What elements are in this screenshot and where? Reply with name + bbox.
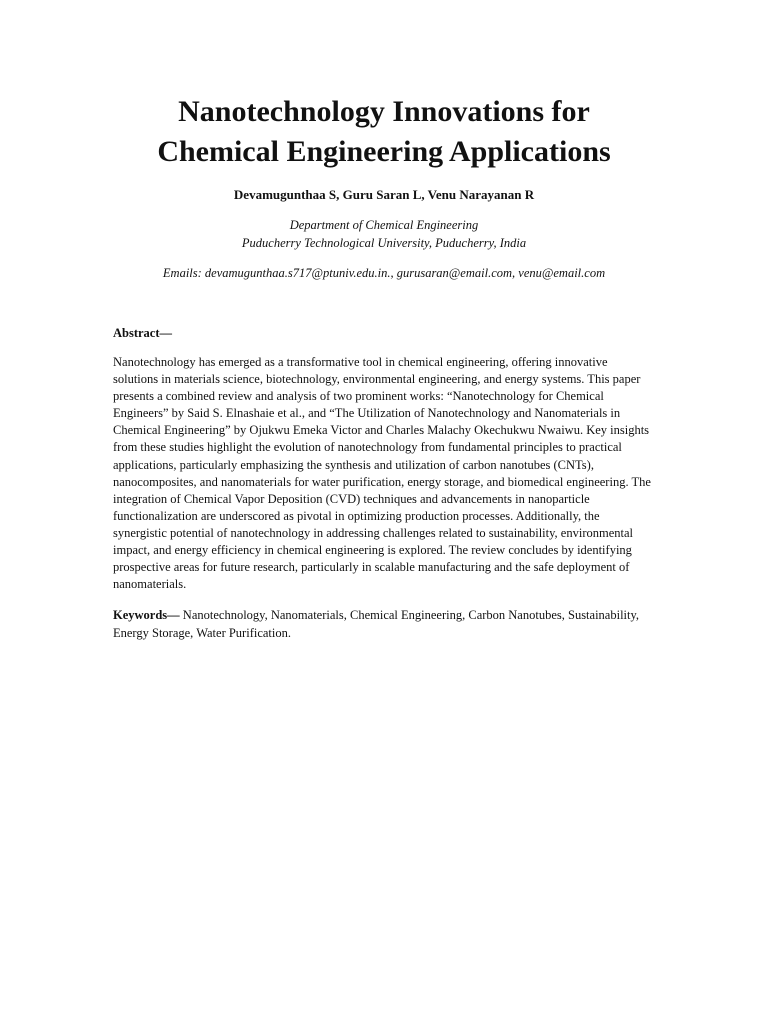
abstract-line: impact, and energy efficiency in chemical engineering is explored. The review concludes by identifying: [113, 543, 632, 558]
author-list: Devamugunthaa S, Guru Saran L, Venu Narayanan R: [233, 187, 535, 202]
keywords-text: Nanotechnology, Nanomaterials, Chemical Engineering, Carbon Nanotubes, Sustainability,: [179, 608, 640, 622]
affiliation-university: Puducherry Technological University, Puducherry, India: [241, 236, 527, 250]
abstract-line: Nanotechnology has emerged as a transformative tool in chemical engineering, offering innovative: [113, 355, 608, 369]
abstract-line: nanocomposites, and nanomaterials for water purification, energy storage, and biomedical engineering. The: [113, 474, 651, 489]
abstract-line: solutions in materials science, biotechnology, environmental engineering, and energy systems. This paper: [113, 372, 641, 387]
keywords-line-1: [113, 606, 657, 624]
abstract-line: synergistic potential of nanotechnology in addressing challenges related to sustainability, environmental: [113, 525, 634, 540]
title-line-1: Nanotechnology Innovations for: [178, 95, 590, 128]
keywords-line-2: Energy Storage, Water Purification.: [113, 626, 291, 640]
affiliation-department: Department of Chemical Engineering: [289, 218, 479, 232]
author-emails: Emails: devamugunthaa.s717@ptuniv.edu.in., gurusaran@email.com, venu@email.com: [162, 266, 606, 280]
abstract-line: Chemical Engineering” by Ojukwu Emeka Victor and Charles Malachy Okechukwu Nwaiwu. Key insights: [113, 423, 650, 438]
abstract-line: nanomaterials.: [113, 577, 187, 592]
abstract-heading: Abstract—: [113, 326, 173, 340]
keywords-section: [113, 606, 657, 642]
abstract-line: integration of Chemical Vapor Deposition (CVD) techniques and advancements in nanoparticle: [113, 491, 590, 506]
abstract-line: applications, particularly emphasizing the synthesis and utilization of carbon nanotubes (CNTs),: [113, 457, 594, 472]
abstract-line: prospective areas for future research, particularly in scalable manufacturing and the safe deployment of: [113, 560, 630, 575]
abstract-body: [113, 354, 657, 593]
abstract-line: from these studies highlight the evolution of nanotechnology from fundamental principles to practical: [113, 440, 622, 455]
paper-title: [0, 92, 768, 172]
abstract-line: presents a combined review and analysis of two prominent works: “Nanotechnology for Chemical: [113, 389, 604, 404]
abstract-line: Engineers” by Said S. Elnashaie et al., and “The Utilization of Nanotechnology and Nanomaterials in: [113, 406, 621, 421]
abstract-line: functionalization are underscored as pivotal in optimizing production processes. Additionally, the: [113, 508, 600, 523]
affiliation: [0, 216, 768, 252]
title-line-2: Chemical Engineering Applications: [157, 135, 611, 168]
keywords-label: Keywords—: [113, 608, 180, 622]
